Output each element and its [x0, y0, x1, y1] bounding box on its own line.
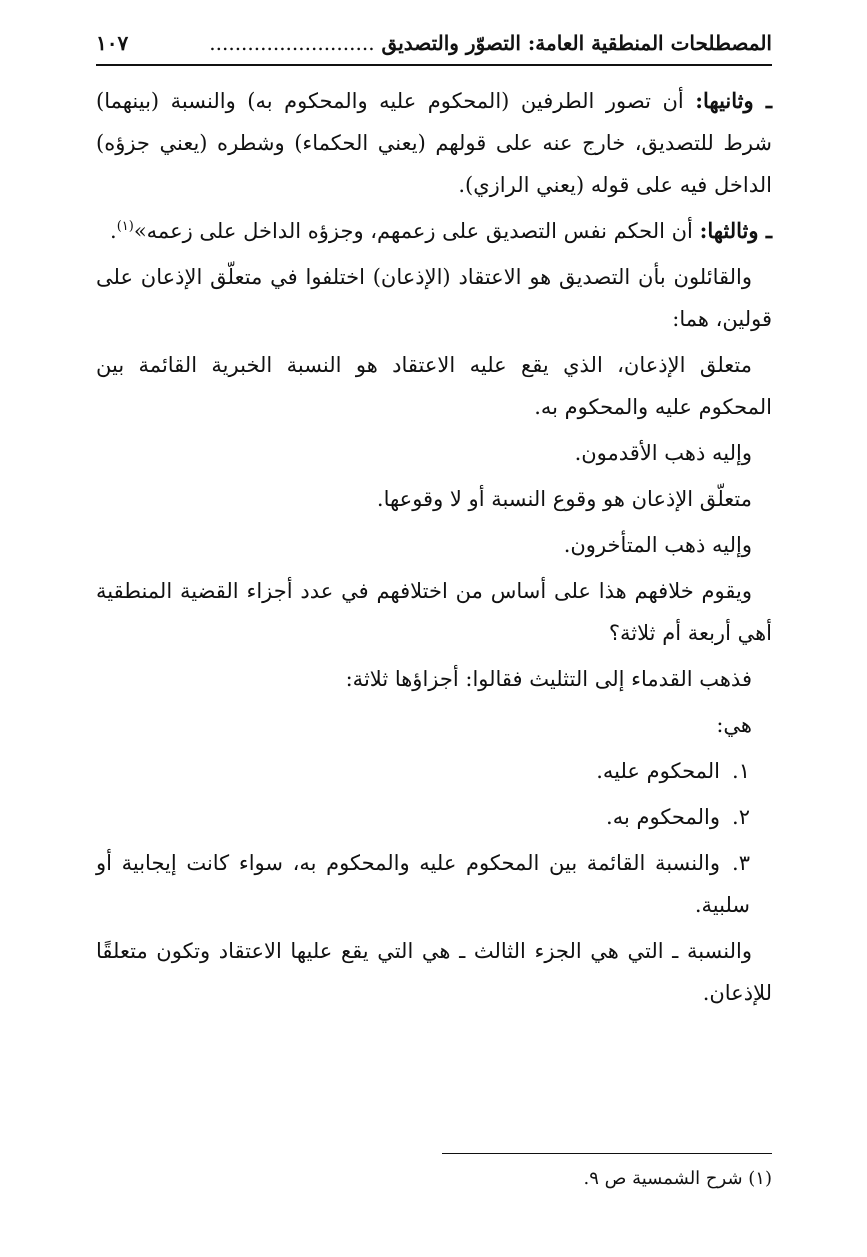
paragraph-third-opinion: [96, 210, 772, 252]
paragraph-lead: ـ وثالثها:: [699, 218, 772, 243]
paragraph: فذهب القدماء إلى التثليث فقالوا: أجزاؤها ثلاثة:: [345, 667, 752, 691]
list-item-text: والنسبة القائمة بين المحكوم عليه والمحكوم به، سواء كانت إيجابية أو سلبية.: [96, 851, 750, 917]
list-number: ١.: [732, 759, 750, 783]
header-title: المصطلحات المنطقية العامة: التصوّر والتصديق: [381, 31, 772, 55]
list-item-text: المحكوم عليه.: [596, 759, 720, 783]
list-number: ٣.: [732, 851, 750, 875]
paragraph: هي:: [716, 713, 752, 737]
paragraph-tail: .: [110, 219, 117, 243]
list-item-text: والمحكوم به.: [606, 805, 720, 829]
paragraph: وإليه ذهب الأقدمون.: [574, 441, 752, 465]
paragraph: وإليه ذهب المتأخرون.: [563, 533, 752, 557]
paragraph: متعلق الإذعان، الذي يقع عليه الاعتقاد هو النسبة الخبرية القائمة بين المحكوم عليه والمحكوم به.: [96, 353, 772, 419]
paragraph: متعلّق الإذعان هو وقوع النسبة أو لا وقوعها.: [376, 487, 752, 511]
footnote: (١) شرح الشمسية ص ٩.: [583, 1168, 772, 1189]
list-item: [96, 750, 750, 792]
header-rule: [96, 64, 772, 66]
list-item: [96, 796, 750, 838]
list-item: [96, 842, 750, 926]
closing-paragraph: والنسبة ـ التي هي الجزء الثالث ـ هي التي يقع عليها الاعتقاد وتكون متعلقًا للإذعان.: [96, 939, 772, 1005]
paragraph: ويقوم خلافهم هذا على أساس من اختلافهم في عدد أجزاء القضية المنطقية أهي أربعة أم ثلاثة؟: [96, 579, 772, 645]
page-number: ١٠٧: [96, 31, 129, 55]
running-header: [96, 28, 772, 64]
paragraph-text: أن الحكم نفس التصديق على زعمهم، وجزؤه الداخل على زعمه»: [133, 219, 700, 243]
main-text: [96, 80, 772, 1014]
header-title-wrap: [134, 28, 772, 58]
paragraph: والقائلون بأن التصديق هو الاعتقاد (الإذعان) اختلفوا في متعلّق الإذعان على قولين، هما:: [96, 265, 772, 331]
paragraph-second-opinion: [96, 80, 772, 206]
header-dots: ..........................: [209, 31, 375, 55]
list-number: ٢.: [732, 805, 750, 829]
footnote-rule: [442, 1153, 772, 1154]
numbered-list: [96, 750, 772, 926]
footnote-reference: (١): [116, 219, 134, 234]
paragraph-text: أن تصور الطرفين (المحكوم عليه والمحكوم به) والنسبة (بينهما) شرط للتصديق، خارج عنه على قولهم (يعني الحكماء) وشطره (يعني جزؤه) الداخل فيه على قوله (يعني الرازي).: [96, 89, 772, 197]
book-page: [96, 28, 772, 1228]
paragraph-lead: ـ وثانيها:: [695, 88, 772, 113]
